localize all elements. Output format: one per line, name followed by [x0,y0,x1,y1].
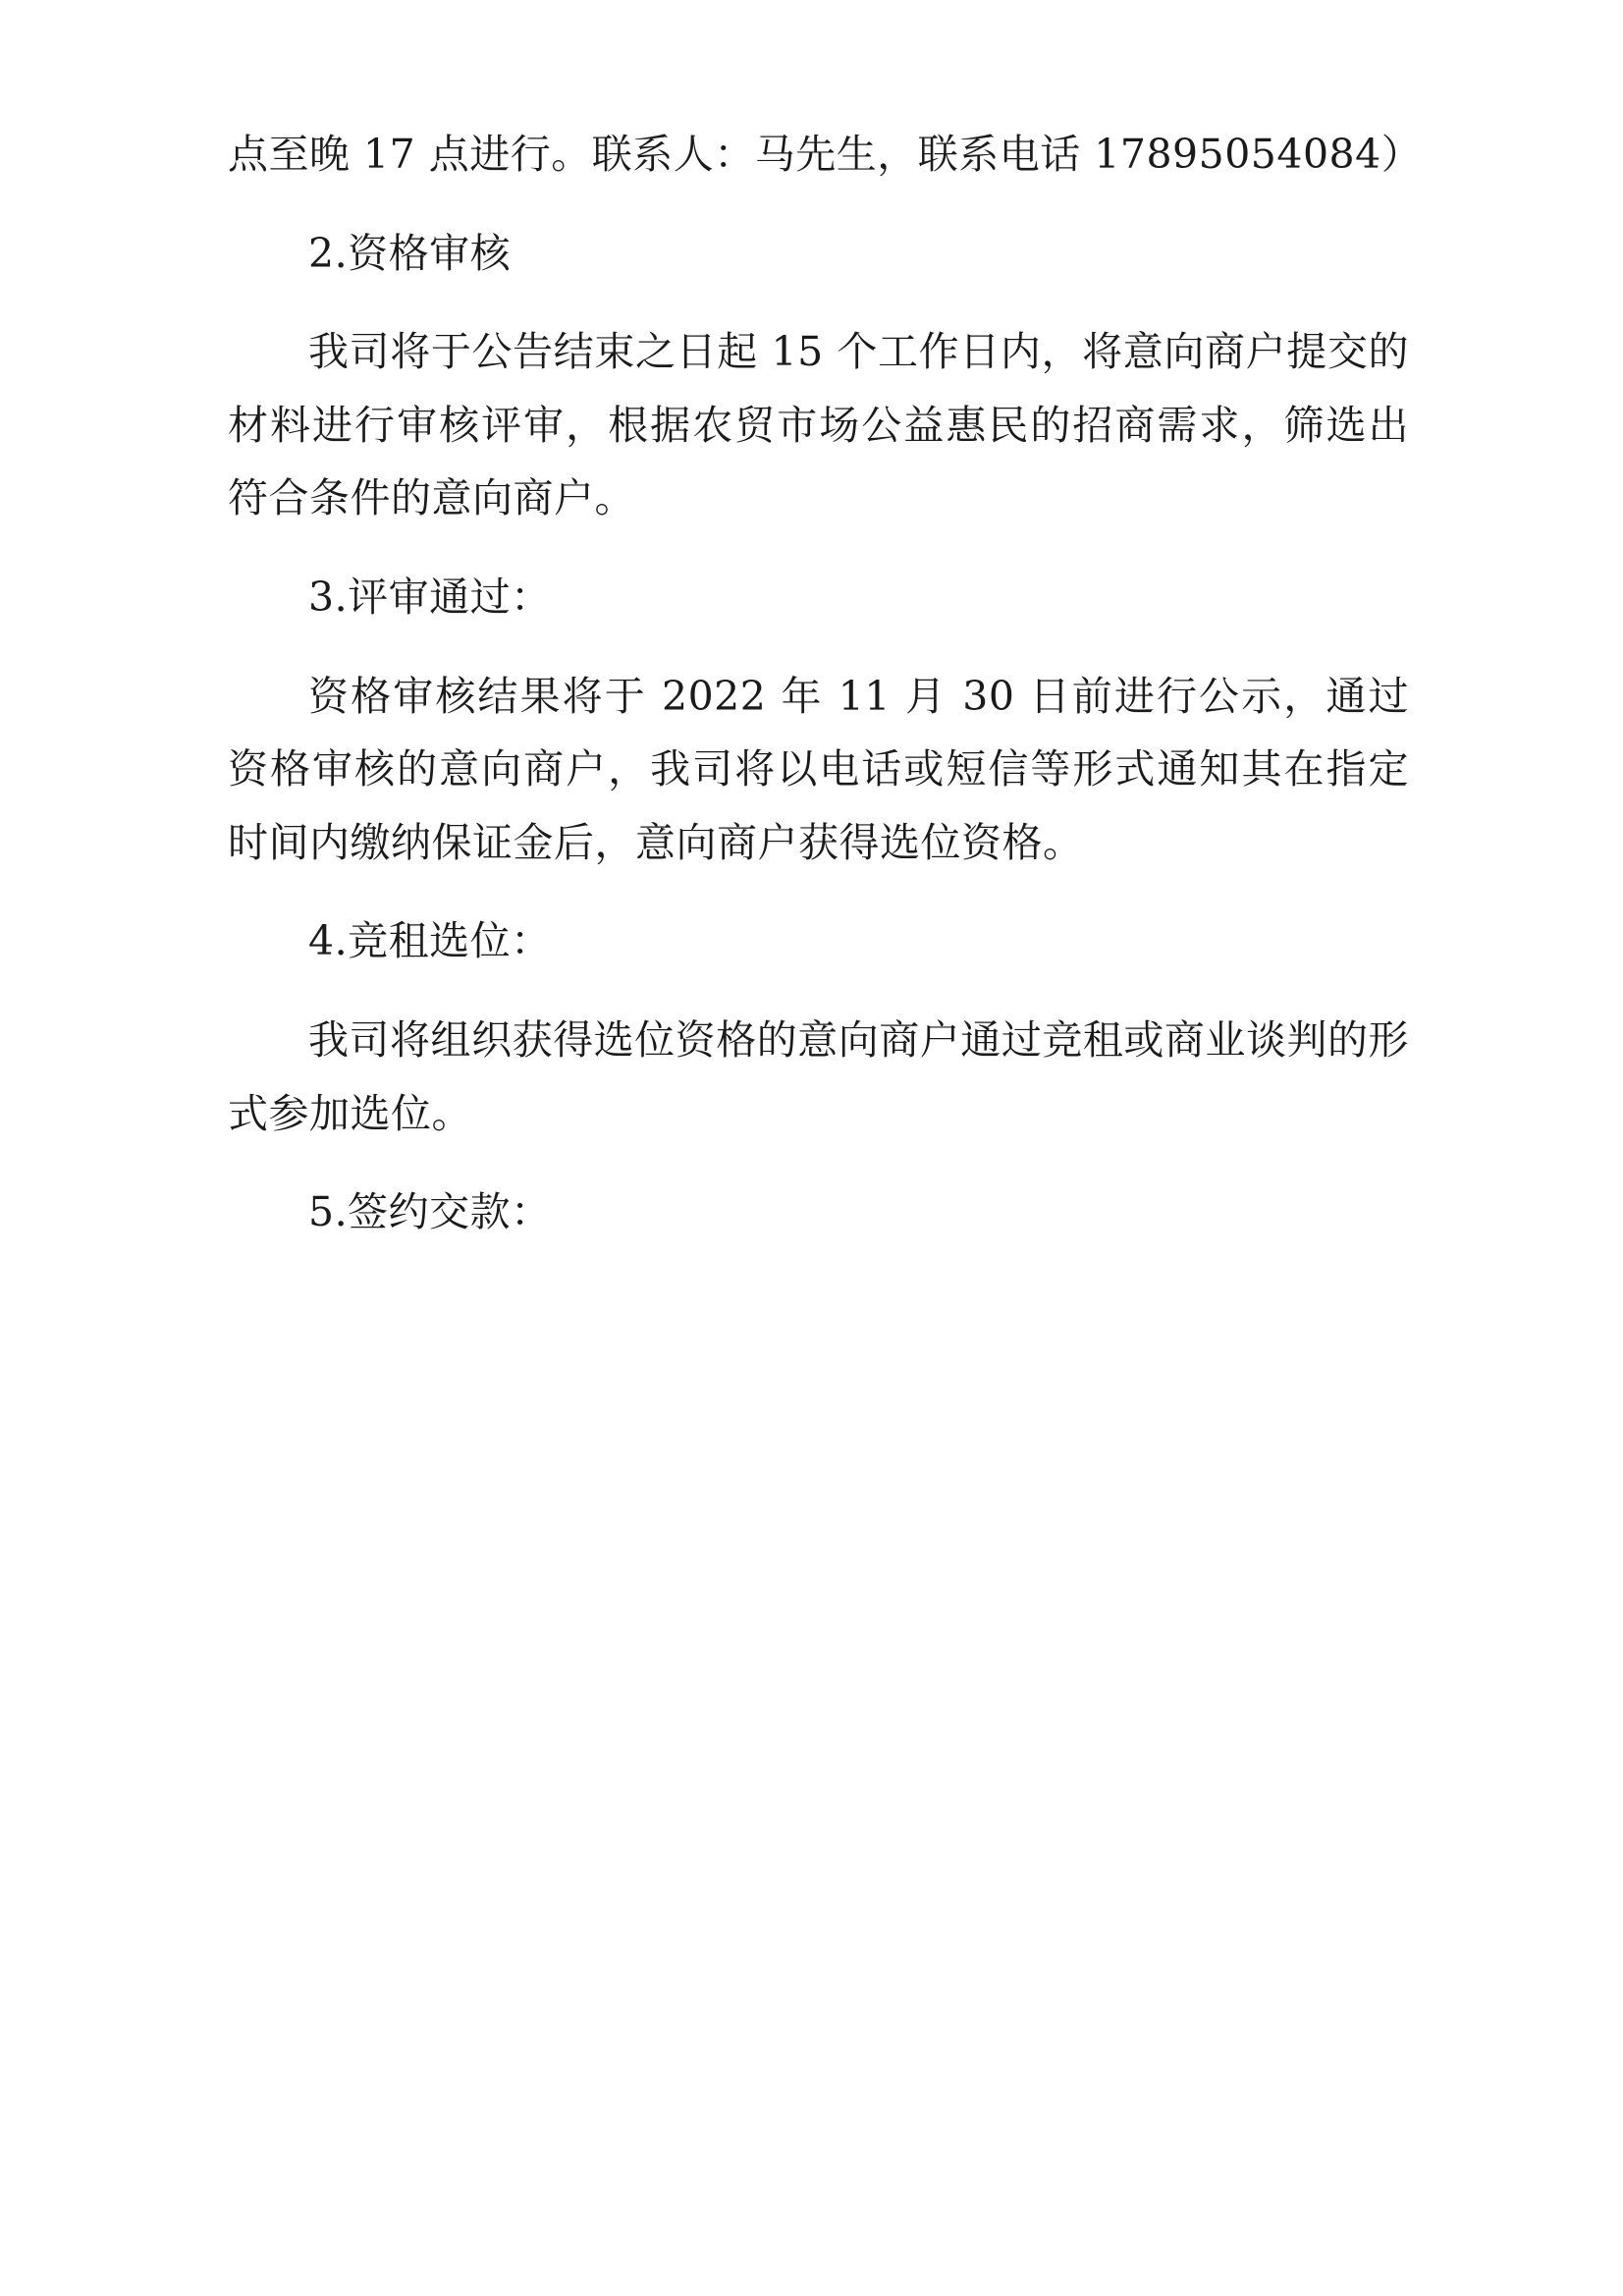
heading-review-passed: 3.评审通过： [308,574,552,622]
paragraph-qualification-review-body: 我司将于公告结束之日起 15 个工作日内，将意向商户提交的材料进行审核评审，根据农贸市场公益惠民的招商需求，筛选出符合条件的意向商户。 [228,328,1409,522]
document-body [228,118,1423,1249]
heading-signing-payment: 5.签约交款： [308,1188,552,1236]
paragraph-contact-continuation: 点至晚 17 点进行。联系人：马先生，联系电话 17895054084） [228,131,1423,178]
heading-qualification-review: 2.资格审核 [308,229,512,277]
paragraph-bidding-selection-body: 我司将组织获得选位资格的意向商户通过竞租或商业谈判的形式参加选位。 [228,1016,1409,1137]
paragraph-review-passed-body: 资格审核结果将于 2022 年 11 月 30 日前进行公示，通过资格审核的意向商户，我司将以电话或短信等形式通知其在指定时间内缴纳保证金后，意向商户获得选位资格。 [228,672,1409,866]
heading-bidding-selection: 4.竞租选位： [308,917,552,965]
